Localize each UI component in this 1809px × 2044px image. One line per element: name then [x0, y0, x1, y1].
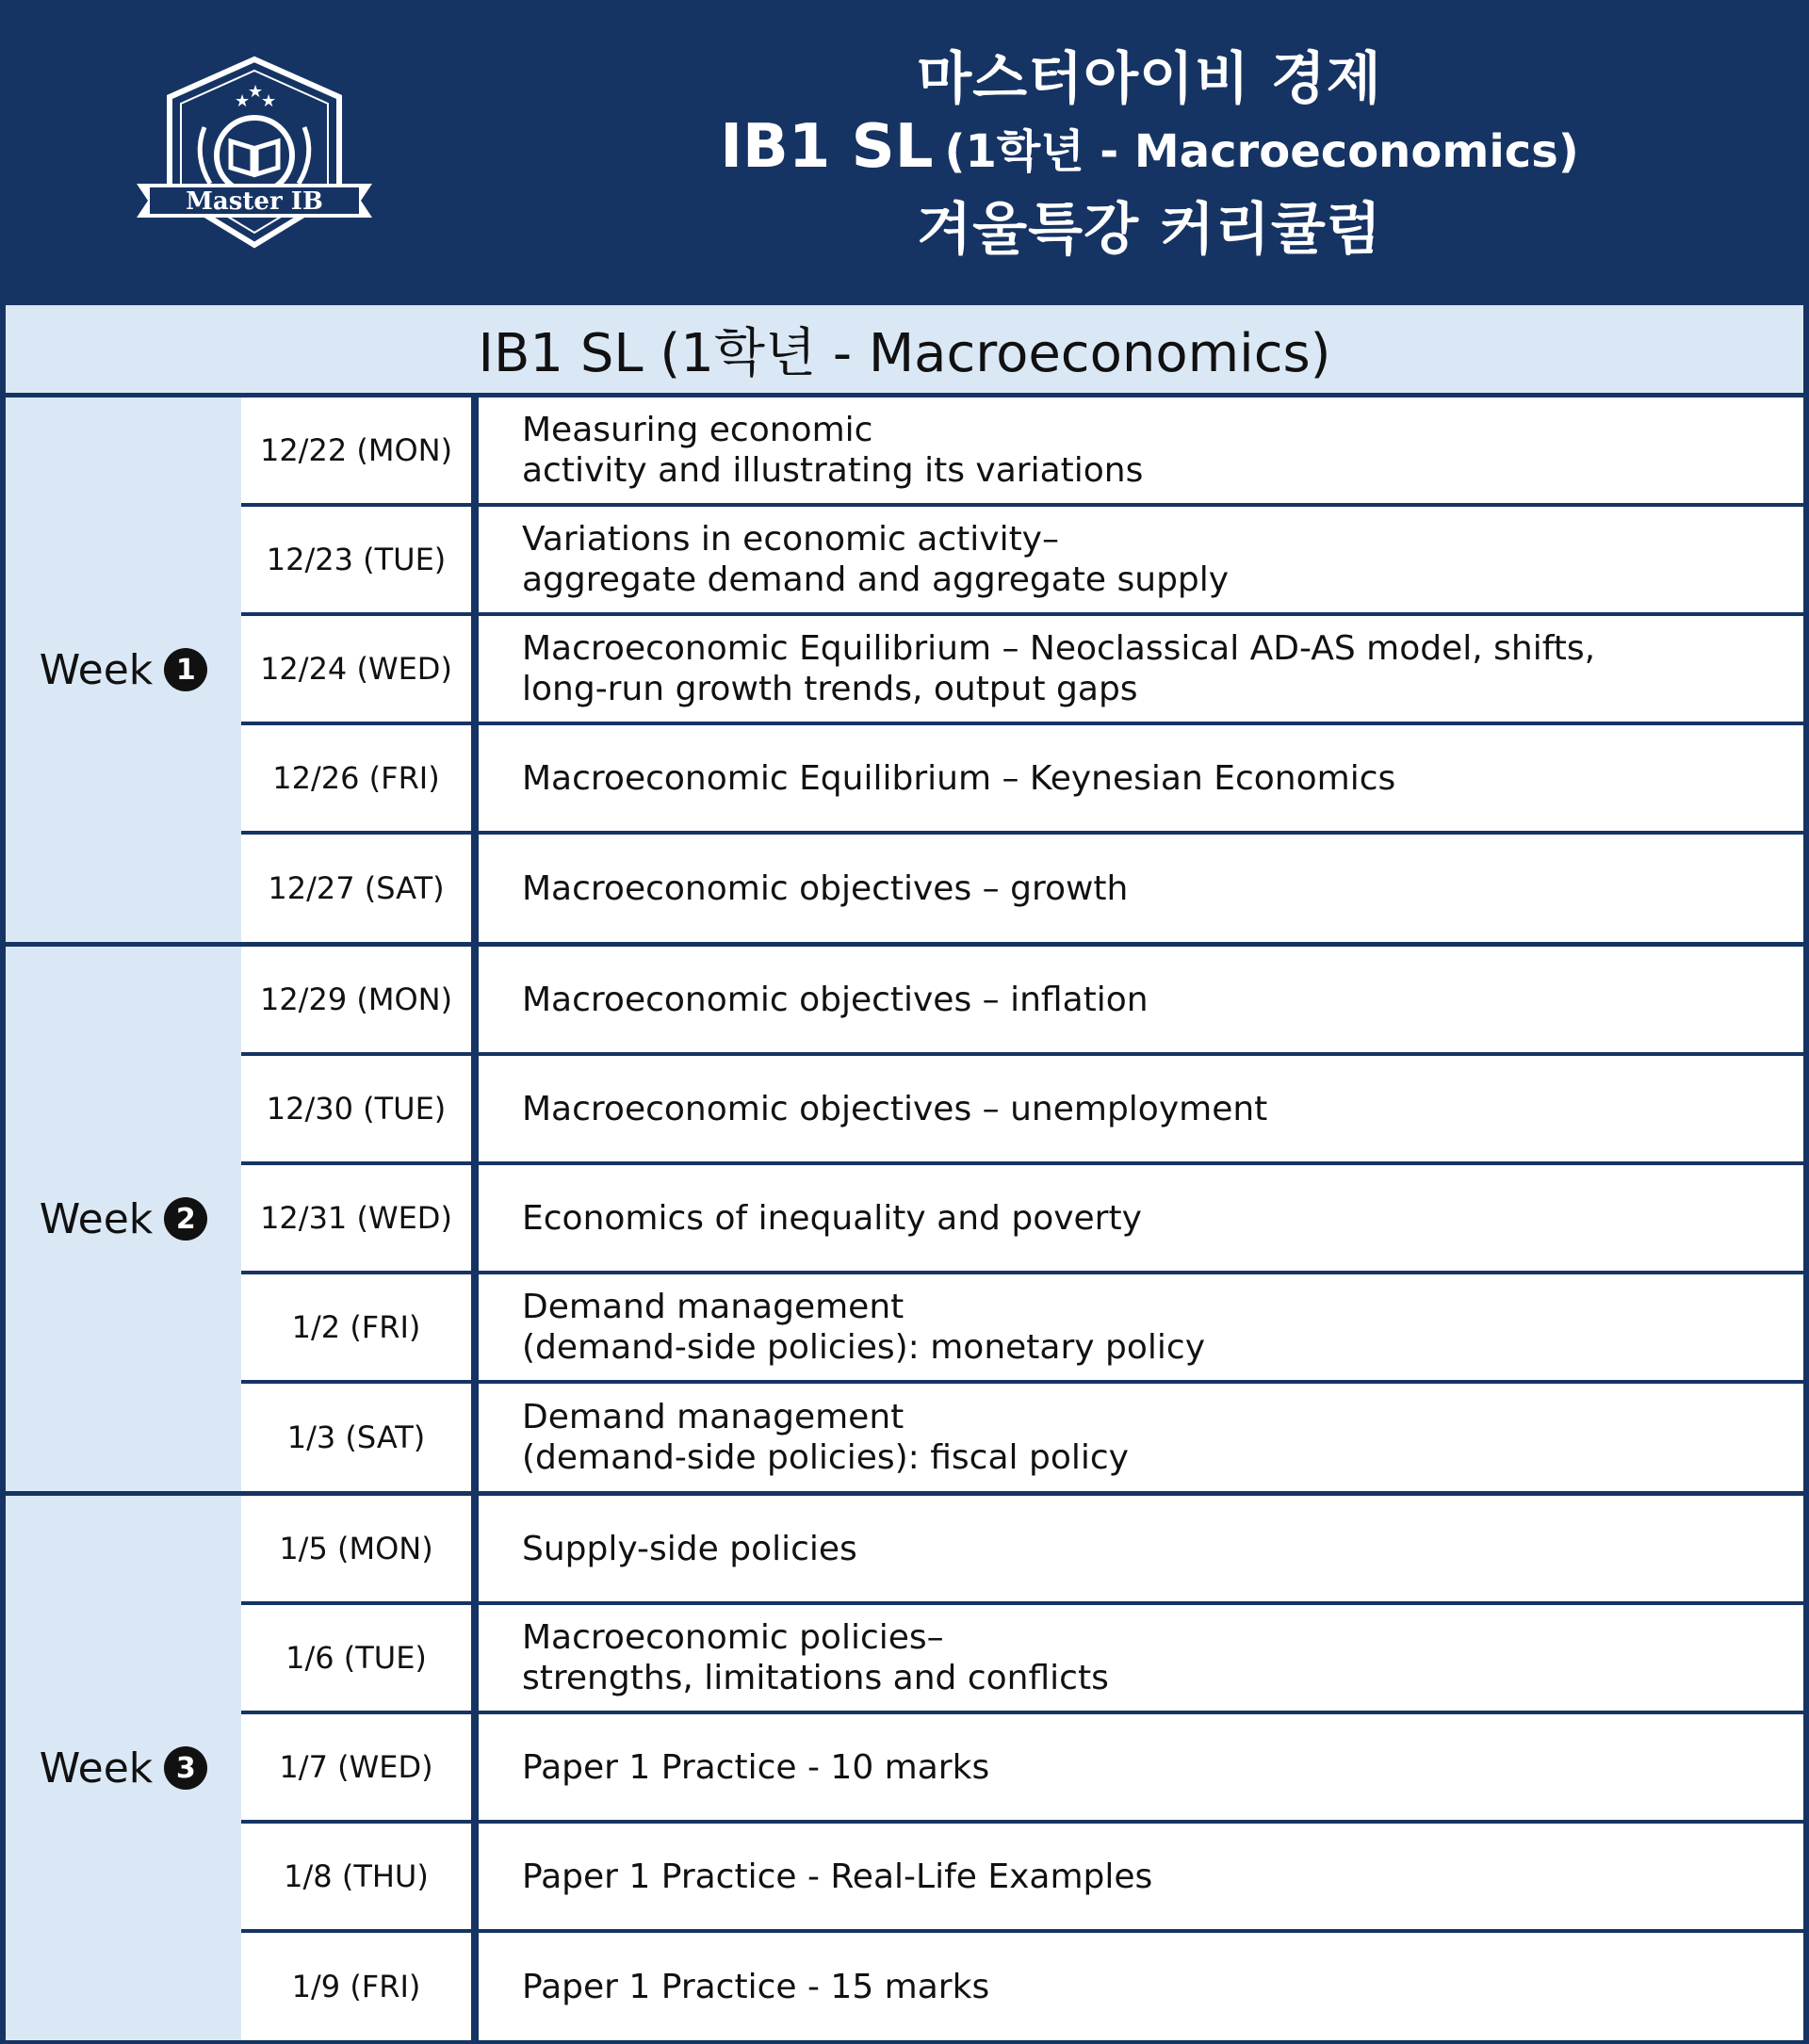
logo-emblem-icon: [137, 52, 372, 259]
header-banner: [0, 0, 1809, 303]
week-block-1: [6, 397, 1803, 942]
row-topic: [479, 1384, 1803, 1491]
topic-line: Macroeconomic objectives – inflation: [522, 980, 1149, 1019]
row-topic: [479, 725, 1803, 831]
week-number-badge: 1: [164, 648, 207, 691]
row-date: 12/29 (MON): [241, 947, 471, 1052]
row-date: 1/8 (THU): [241, 1824, 471, 1929]
schedule-row: [241, 507, 1803, 612]
topic-line: (demand-side policies): monetary policy: [522, 1328, 1205, 1367]
topic-line: Macroeconomic Equilibrium – Neoclassical AD-AS model, shifts,: [522, 629, 1596, 668]
row-date: 1/7 (WED): [241, 1714, 471, 1820]
row-date: 1/9 (FRI): [241, 1933, 471, 2040]
row-topic: [479, 947, 1803, 1052]
schedule-row: [241, 725, 1803, 831]
week-label-text: Week: [39, 1744, 154, 1793]
topic-line: long-run growth trends, output gaps: [522, 670, 1138, 708]
row-topic: [479, 1933, 1803, 2040]
week-number-badge: 2: [164, 1197, 207, 1241]
schedule-row: [241, 1714, 1803, 1820]
title-line2: [678, 113, 1621, 196]
row-topic: [479, 1605, 1803, 1711]
row-topic: [479, 1824, 1803, 1929]
row-date: 12/23 (TUE): [241, 507, 471, 612]
title-block: [678, 45, 1621, 264]
week-1-rows: [241, 397, 1803, 942]
topic-line: (demand-side policies): fiscal policy: [522, 1438, 1129, 1477]
row-date: 12/31 (WED): [241, 1165, 471, 1271]
row-date: 12/27 (SAT): [241, 835, 471, 942]
schedule-row: [241, 1933, 1803, 2040]
topic-line: Macroeconomic objectives – growth: [522, 868, 1129, 908]
topic-line: Macroeconomic policies–: [522, 1618, 944, 1657]
topic-line: Supply-side policies: [522, 1529, 857, 1568]
topic-line: Paper 1 Practice - Real-Life Examples: [522, 1857, 1153, 1896]
week-label-1: [6, 397, 241, 942]
row-topic: [479, 835, 1803, 942]
week-block-2: [6, 947, 1803, 1491]
week-number-badge: 3: [164, 1746, 207, 1790]
row-date: 1/5 (MON): [241, 1496, 471, 1601]
logo-text: Master IB: [186, 187, 323, 216]
title-line1: 마스터아이비 경제: [917, 46, 1382, 112]
svg-text:★: ★: [248, 82, 264, 102]
row-topic: [479, 616, 1803, 722]
topic-line: Demand management: [522, 1288, 904, 1326]
schedule-row: [241, 947, 1803, 1052]
schedule-row: [241, 1274, 1803, 1380]
week-3-rows: [241, 1496, 1803, 2040]
title-course: IB1 SL: [720, 112, 934, 182]
topic-line: Economics of inequality and poverty: [522, 1198, 1142, 1238]
svg-text:★: ★: [235, 91, 251, 111]
title-line3: 겨울특강 커리큘럼: [917, 197, 1382, 263]
course-band: IB1 SL (1학년 - Macroeconomics): [6, 305, 1803, 393]
row-topic: [479, 1165, 1803, 1271]
week-label-text: Week: [39, 1194, 154, 1243]
topic-line: Macroeconomic objectives – unemployment: [522, 1089, 1268, 1128]
topic-line: aggregate demand and aggregate supply: [522, 560, 1230, 599]
row-date: 1/6 (TUE): [241, 1605, 471, 1711]
topic-line: Variations in economic activity–: [522, 520, 1059, 559]
row-topic: [479, 1274, 1803, 1380]
schedule-row: [241, 1056, 1803, 1161]
master-ib-logo: [137, 52, 372, 259]
svg-text:★: ★: [261, 91, 277, 111]
topic-line: Demand management: [522, 1398, 904, 1436]
schedule-row: [241, 397, 1803, 503]
schedule-row: [241, 1824, 1803, 1929]
schedule-row: [241, 835, 1803, 942]
row-date: 12/26 (FRI): [241, 725, 471, 831]
topic-line: Measuring economic: [522, 411, 873, 449]
row-topic: [479, 507, 1803, 612]
week-label-text: Week: [39, 645, 154, 694]
topic-line: Paper 1 Practice - 15 marks: [522, 1967, 990, 2006]
title-course-sub: (1학년 - Macroeconomics): [944, 125, 1579, 178]
schedule-row: [241, 1384, 1803, 1491]
week-2-rows: [241, 947, 1803, 1491]
schedule-row: [241, 616, 1803, 722]
schedule-row: [241, 1605, 1803, 1711]
row-date: 12/24 (WED): [241, 616, 471, 722]
topic-line: strengths, limitations and conflicts: [522, 1659, 1109, 1697]
row-date: 1/2 (FRI): [241, 1274, 471, 1380]
row-date: 12/22 (MON): [241, 397, 471, 503]
row-date: 1/3 (SAT): [241, 1384, 471, 1491]
topic-line: Paper 1 Practice - 10 marks: [522, 1747, 990, 1787]
week-block-3: [6, 1496, 1803, 2040]
row-topic: [479, 1056, 1803, 1161]
topic-line: activity and illustrating its variations: [522, 451, 1144, 490]
row-topic: [479, 1714, 1803, 1820]
schedule-row: [241, 1165, 1803, 1271]
week-label-2: [6, 947, 241, 1491]
topic-line: Macroeconomic Equilibrium – Keynesian Economics: [522, 758, 1396, 798]
schedule-row: [241, 1496, 1803, 1601]
row-topic: [479, 1496, 1803, 1601]
row-date: 12/30 (TUE): [241, 1056, 471, 1161]
week-label-3: [6, 1496, 241, 2040]
row-topic: [479, 397, 1803, 503]
